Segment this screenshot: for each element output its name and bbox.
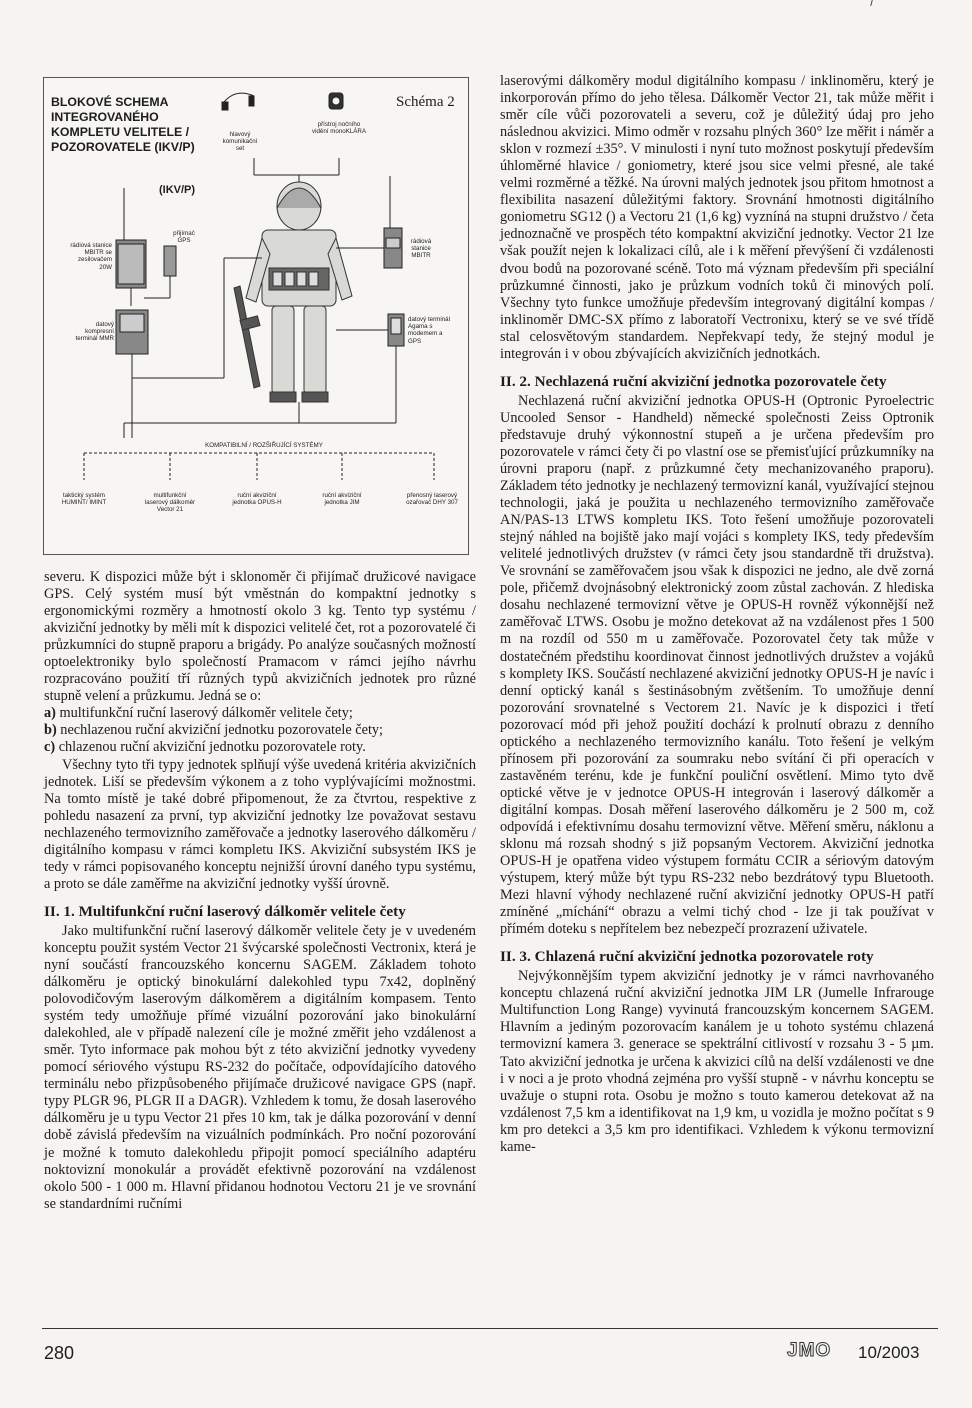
system-label-opus: ruční akviziční jednotka OPUS-H — [232, 492, 282, 507]
paragraph: Nejvýkonnějším typem akviziční jednotky je v rámci navrhovaného konceptu chlazená ruční akviziční jednotka JIM LR (Jumelle Infrarouge Multifunction Long Range) vyvinutá francouzským koncernem SAGEM. Hlavním a jediným pozorovacím kanálem je u tohoto systému chlazená termovizní kamera 3. generace se spektrální citlivostí v rozsahu 3 - 5 µm. Tato akviziční jednotka je určena k akvizici cílů na delší vzdálenosti ve dne i v noci a je proto vhodná zejména pro vyšší stupně - v návrhu konceptu se uvažuje o stupni rota. Osobu je možno s touto kamerou detekovat až na vzdálenost 7,5 km a identifikovat na 1,9 km, u vozidla je možno počítat s 9 km pro detekci a 3,5 km pro identifikaci. Vzhledem k výkonu termovizní kame- — [500, 968, 934, 1155]
block-diagram — [43, 77, 469, 555]
page-number: 280 — [44, 1343, 75, 1363]
section-heading: II. 3. Chlazená ruční akviziční jednotka pozorovatele roty — [500, 948, 874, 966]
paragraph: severu. K dispozici může být i sklonoměr či přijímač družicové navigace GPS. Celý systém musí být vměstnán do kompaktní jednotky s ergonomickými rozměry a hmotností okolo 3 kg. Tento typ systému / akviziční jednotky by měli mít k dispozici velitelé čet, rot a pozorovatelé či průzkumníci do stupně praporu a brigády. Po analýze současných možností optoelektroniky bylo společností Pramacom v rámci jejího návrhu rozpracováno použití tří různých typů akvizičních jednotek pro různé stupně velení a průzkumu. Jedná se o: — [44, 569, 476, 705]
issue-number: 10/2003 — [858, 1343, 920, 1362]
terminal-right-label: datový terminál Agama s modemem a GPS — [408, 316, 450, 345]
schema-title: BLOKOVÉ SCHEMA INTEGROVANÉHO KOMPLETU VELITELE / POZOROVATELE (IKV/P) — [51, 95, 195, 154]
right-column — [500, 73, 934, 1156]
paragraph: laserovými dálkoměry modul digitálního kompasu / inklinoměru, který je inkorporován přímo do jeho tělesa. Dálkoměr Vector 21, tak může měřit i směr cíle vůči pozorovateli a severu, což je důležitý údaj pro jeho následnou akvizici. Mimo odměr v rozsahu plných 360° lze měřit i náměr a sklon v rozmezí ±35°. V minulosti i nyní tuto možnost poskytují především úhloměrné hlavice / goniometry, které jsou sice velmi přesné, ale také velmi rozměrné a těžké. Na úrovni malých jednotek jsou přitom hmotnost a flexibilita nasazení důležitými faktory. Srovnání hmotnosti digitálního goniometru SG12 () a Vectoru 21 (1,6 kg) vyzníná na stupni družstvo / četa jednoznačně ve prospěch této kompaktní akviziční jednotky. Vector 21 lze však použít nejen k lokalizaci cílů, ale i k měření převýšení či vzdálenosti dvou bodů na pozorované scéně. Toto má význam především při speciální průzkumné činnosti, jako je průzkum vodních toků či minových polí. Všechny tyto funkce umožňuje především integrovaný digitální kompas / inklinoměr DMC-SX přímo z laboratoří Vectronixu, který se ve své třídě stal celosvětovým standardem. Nepřekvapí tedy, že stejný modul je integrován i v obou zbývajících akvizičních jednotkách. — [500, 73, 934, 362]
system-label-jim: ruční akviziční jednotka JIM — [322, 492, 362, 507]
system-label-humint: taktický systém HUMINT/ IMINT — [61, 492, 107, 507]
schema-number: Schéma 2 — [396, 94, 455, 110]
journal-logo: JMO — [787, 1340, 832, 1361]
terminal-left-icon — [116, 310, 148, 354]
terminal-left-label: datový kompresní terminál MMR — [75, 321, 114, 343]
headset-label: hlavový komunikační set — [222, 131, 258, 153]
variant-label: (IKV/P) — [159, 184, 196, 196]
soldier-figure — [234, 182, 352, 402]
footer-rule — [42, 1328, 938, 1329]
section-heading: II. 2. Nechlazená ruční akviziční jednotka pozorovatele čety — [500, 372, 887, 390]
radio-right-label: rádiová stanice MBITR — [410, 238, 432, 260]
system-label-vector: multifunkční laserový dálkoměr Vector 21 — [144, 492, 196, 514]
list-item: c) chlazenou ruční akviziční jednotku pozorovatele roty. — [44, 739, 366, 756]
corner-mark — [870, 0, 873, 6]
terminal-right-icon — [388, 314, 404, 346]
list-item: a) multifunkční ruční laserový dálkoměr velitele čety; — [44, 705, 353, 722]
section-heading: II. 1. Multifunkční ruční laserový dálkoměr velitele čety — [44, 902, 406, 920]
paragraph: Nechlazená ruční akviziční jednotka OPUS-H (Optronic Pyroelectric Uncooled Sensor - Handheld) německé společnosti Zeiss Optronik představuje druhý výkonnostní stupeň a je určena především pro pozorovatele v rámci čety či po vlastní ose se přemisťující průzkumníky na úrovni praporu (např. z průzkumné čety mechanizovaného praporu). Základem této jednotky je nechlazený termovizní kanál, využívající stejnou technologii, jaká je použita u nechlazeného termovizního zaměřovače AN/PAS-13 LTWS kompletu IKS. Toto řešení umožňuje pozorovateli stejný náhled na bojiště jako mají vojáci s komplety IKS, tedy především velitelé jednotlivých družstev (v rámci čety jsou standardně tři družstva). Ve srovnání se zaměřovačem jsou však k dispozici ne jedno, ale dvě zorná pole, přičemž dvojnásobný elektronický zoom zůstal zachován. Z hlediska dosahu nechlazené termovizní větve je OPUS-H rovněž výkonnější než zaměřovač LTWS. Osobu je možno detekovat až na vzdálenost přes 1 500 m na rozdíl od 550 m u zaměřovače. Pozorovatel čety tak může v dostatečném předstihu koordinovat činnost jednotlivých družstev a vojáků s komplety IKS. Součástí nechlazené akviziční jednotky OPUS-H je navíc i denní optický kanál s šestinásobným zvětšením. To umožňuje denní pozorování srovnatelné s Vectorem 21. Navíc je k dispozici i třetí pozorovací mód při jehož použití dochází k prolnutí obrazu z denního optického a nechlazeného termovizního kanálu. Toto řešení je velkým přínosem při pozorování za soumraku nebo svítání či při operacích v zastavěném terénu, kde je funkční pouliční osvětlení. Mimo tyto dvě optické větve je v jednotce OPUS-H integrován i laserový dálkoměr a digitální kompas. Dosah měření laserového dálkoměru je 2 500 m, což odpovídá i efektivnímu dosahu termovizní větve. Měření směru, náklonu a sklonu má rozsah shodný s již popsaným Vectorem. Akviziční jednotka OPUS-H je opatřena video výstupem formátu CCIR a sériovým datovým výstupem, který může být typu RS-232 nebo bezdrátový typu Bluetooth. Mezi hlavní výhody nechlazené ruční akviziční jednotky OPUS-H patří zmíněné „míchání“ obrazu a velmi tichý chod - lze ji tak používat v přímém doteku s nepřítelem bez nebezpečí prozrazení uživatele. — [500, 392, 934, 938]
paragraph: Jako multifunkční ruční laserový dálkoměr velitele čety je v uvedeném konceptu použit systém Vector 21 švýcarské společnosti Vectronix, která je nyní součástí francouzského koncernu SAGEM. Základem tohoto dálkoměru je optický binokulární dalekohled typu 7x42, doplněný polovodičovým laserovým dálkoměrem a digitálním kompasem. Tento systém tedy umožňuje přímé vizuální pozorování jako binokulární dalekohled, ale v případě nalezení cíle je možné změřit jeho vzdálenost a směr. Tyto informace pak mohou být z této akviziční jednotky vyvedeny pomocí sériového výstupu RS-232 do počítače, odpovídajícího datového terminálu nebo přizpůsobeného přijímače družicové navigace GPS (např. typy PLGR 96, PLGR II a DAGR). Vzhledem k tomu, že dosah laserového dálkoměru je u typu Vector 21 přes 10 km, tak je dálka pozorování v denní době závislá především na vizuálních podmínkách. Pro noční pozorování je možné k tomuto dalekohledu připojit pomocí speciálního adaptéru noktovizní monokulár a provádět efektivně pozorování na vzdálenost okolo 500 - 1 000 m. Hlavní přidanou hodnotou Vectoru 21 je ve srovnání se standardními ručními — [44, 922, 476, 1212]
left-column — [44, 569, 476, 1213]
list-item: b) nechlazenou ruční akviziční jednotku pozorovatele čety; — [44, 722, 384, 739]
radio-left-label: rádiová stanice MBITR se zesilovačem 20W — [70, 242, 112, 271]
gps-label: přijímač GPS — [173, 230, 195, 245]
system-label-dhy: přenosný laserový ozařovač DHY 307 — [406, 492, 458, 507]
gps-receiver-icon — [164, 246, 176, 276]
nightvision-label: přístroj nočního vidění monoKLÁRA — [312, 121, 366, 136]
radio-right-icon — [384, 176, 402, 268]
radio-left-icon — [116, 188, 146, 288]
paragraph: Všechny tyto tři typy jednotek splňují výše uvedená kritéria akvizičních jednotek. Liší se především výkonem a z toho vyplývajícími možnostmi. Na tomto místě je také dobré připomenout, že za čtvrtou, respektive z pohledu nasazení za první, typ akviziční jednotky lze považovat sestavu nechlazeného termovizního zaměřovače a jednotky laserového dálkoměru / digitálního kompasu v rámci kompletu IKS. Akviziční subsystém IKS je tedy v rámci popisovaného konceptu nejnižší úrovní daného typu systému, a proto se dále zaměřme na akviziční jednotky vyšší úrovně. — [44, 756, 476, 892]
bus-label: KOMPATIBILNÍ / ROZŠIŘUJÍCÍ SYSTÉMY — [205, 442, 323, 449]
